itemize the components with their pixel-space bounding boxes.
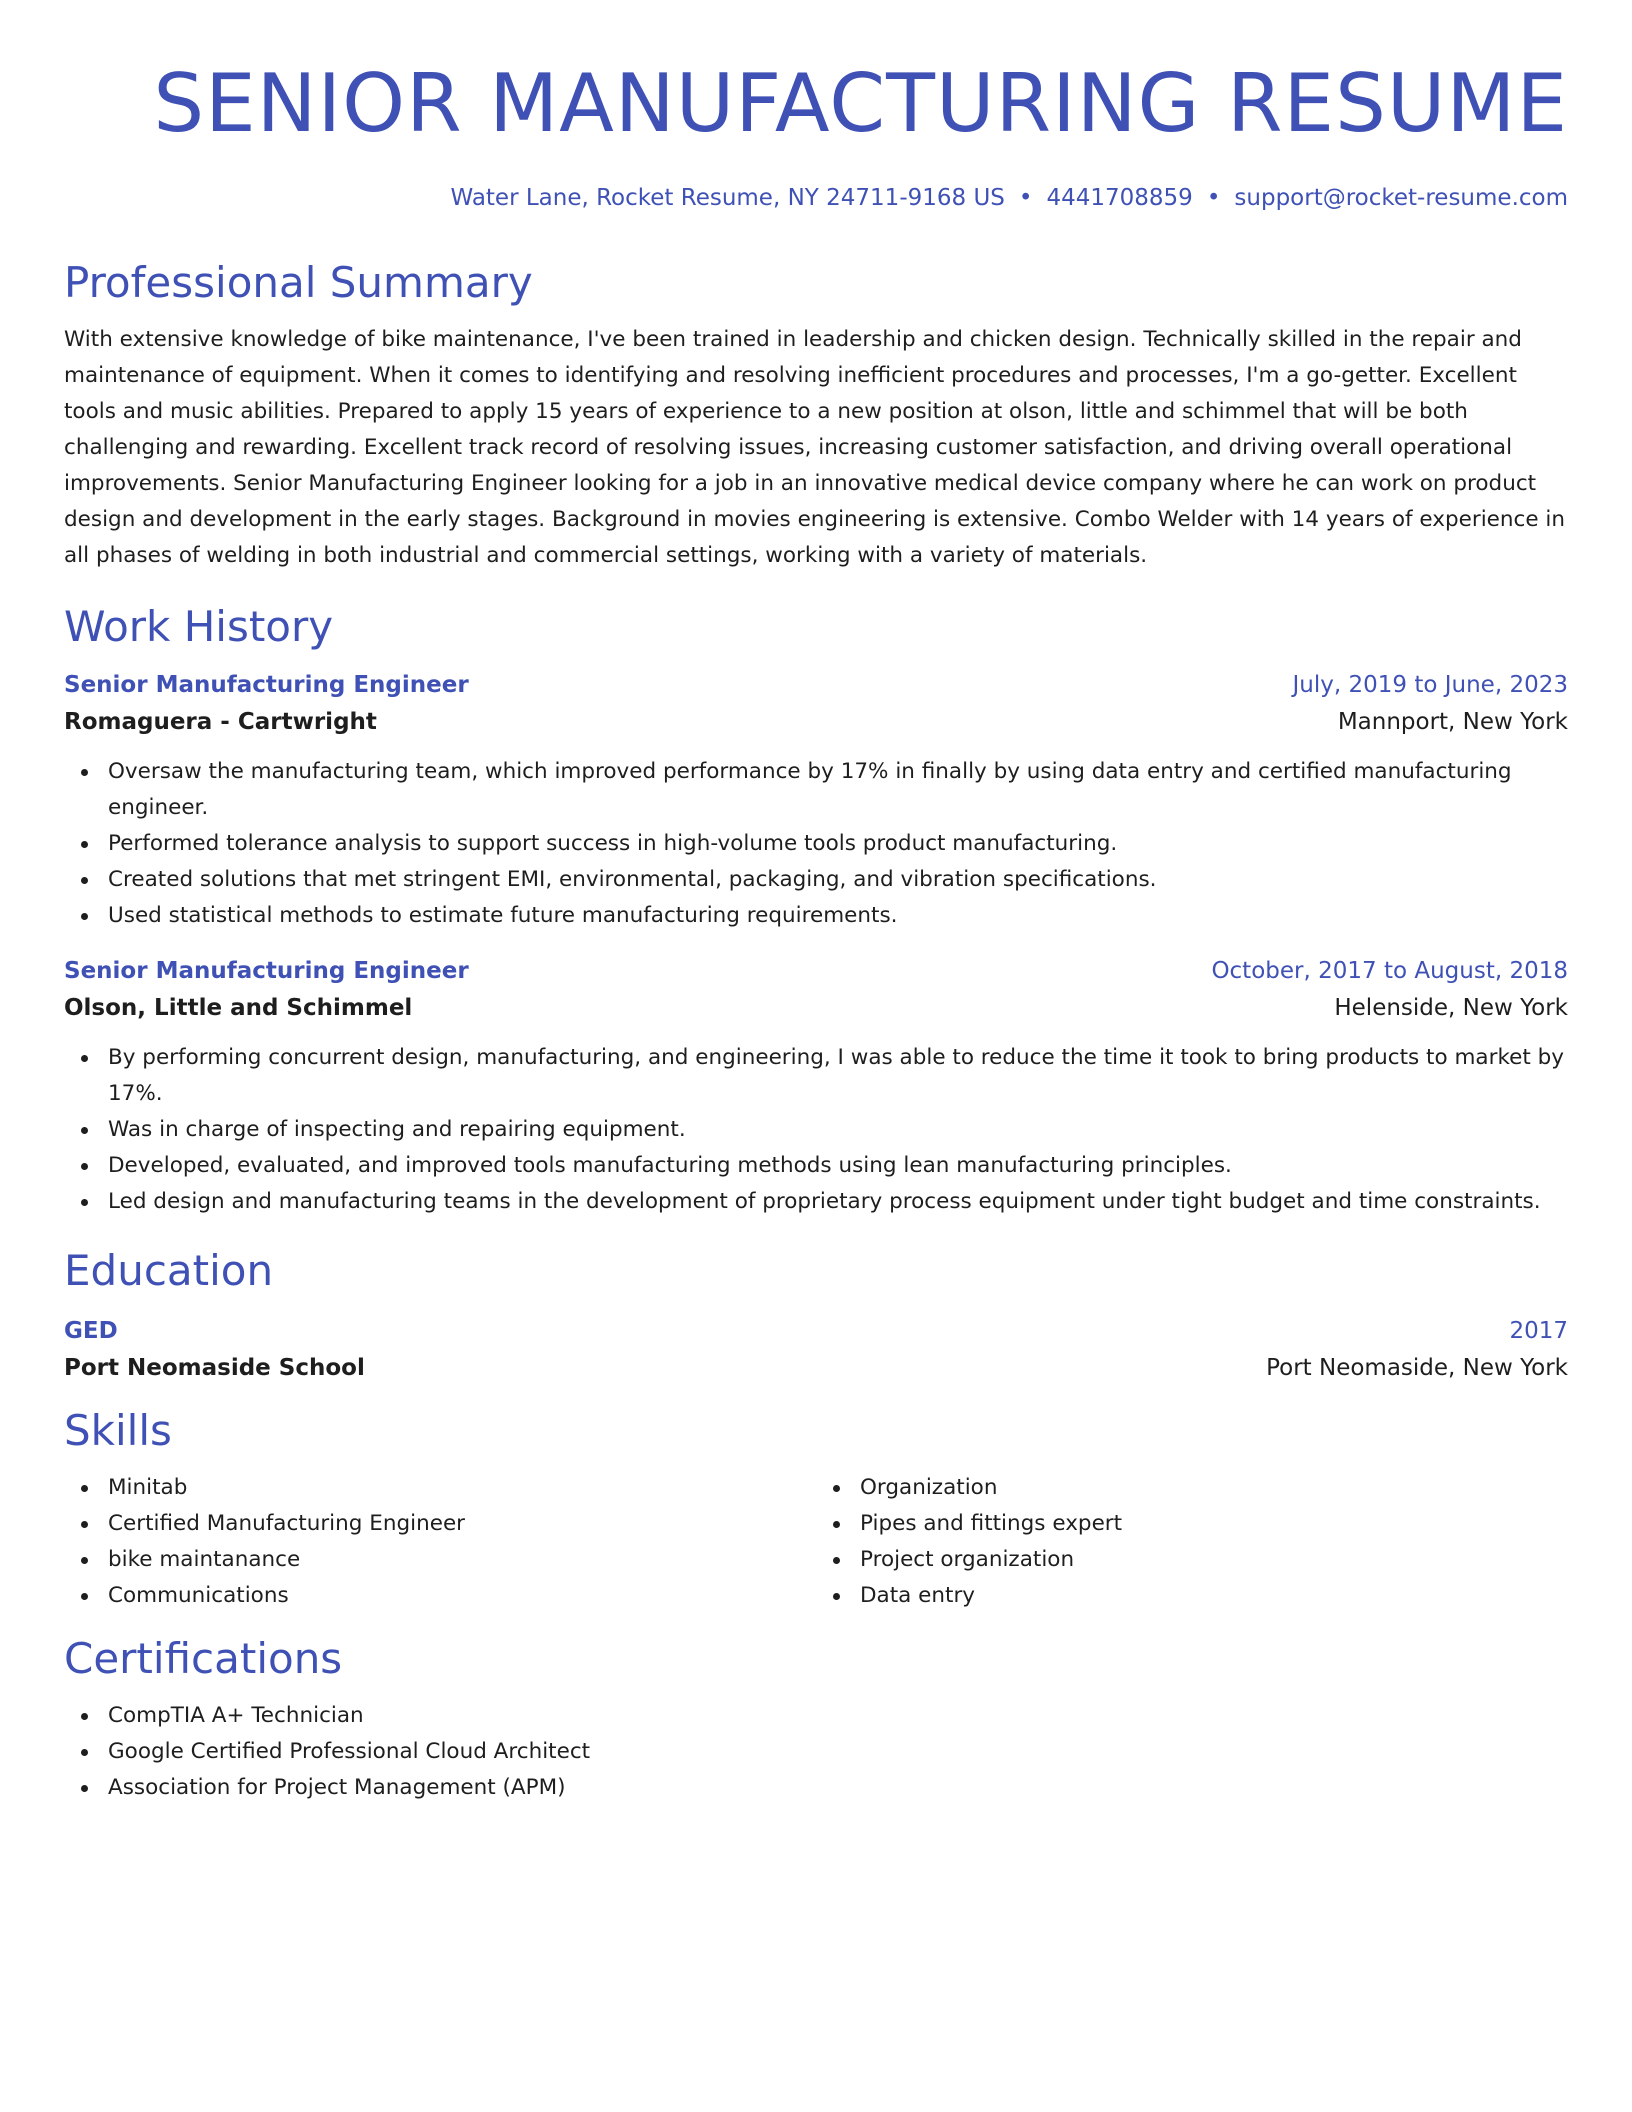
certification-item: CompTIA A+ Technician <box>108 1698 1568 1734</box>
certifications-section <box>64 1630 1568 1806</box>
job-bullet: Developed, evaluated, and improved tools manufacturing methods using lean manufacturing principles. <box>108 1148 1568 1184</box>
job-bullet: Created solutions that met stringent EMI, environmental, packaging, and vibration specifications. <box>108 862 1568 898</box>
job-dates: October, 2017 to August, 2018 <box>1211 958 1568 984</box>
contact-line <box>64 182 1568 214</box>
education-entry <box>64 1314 1568 1388</box>
job-bullet: Performed tolerance analysis to support success in high-volume tools product manufacturing. <box>108 826 1568 862</box>
job-bullet: Was in charge of inspecting and repairing equipment. <box>108 1112 1568 1148</box>
job-title: Senior Manufacturing Engineer <box>64 672 469 698</box>
skill-item: Pipes and fittings expert <box>860 1506 1568 1542</box>
skills-heading: Skills <box>64 1406 172 1455</box>
job-bullets <box>64 754 1568 934</box>
job-entry <box>64 954 1568 1220</box>
skills-list-left <box>64 1470 816 1614</box>
job-company: Romaguera - Cartwright <box>64 709 377 735</box>
certifications-heading: Certifications <box>64 1634 343 1683</box>
job-company: Olson, Little and Schimmel <box>64 995 413 1021</box>
job-dates: July, 2019 to June, 2023 <box>1292 672 1568 698</box>
contact-email[interactable]: support@rocket-resume.com <box>1234 185 1568 211</box>
contact-separator: • <box>1018 185 1033 211</box>
job-bullet: By performing concurrent design, manufacturing, and engineering, I was able to reduce the time it took to bring products to market by 17%. <box>108 1040 1568 1112</box>
skill-item: Data entry <box>860 1578 1568 1614</box>
skill-item: Organization <box>860 1470 1568 1506</box>
job-entry <box>64 668 1568 934</box>
resume-header <box>64 0 1568 214</box>
skill-item: Minitab <box>108 1470 816 1506</box>
education-section <box>64 1242 1568 1388</box>
education-year: 2017 <box>1509 1318 1568 1344</box>
summary-heading: Professional Summary <box>64 258 533 307</box>
contact-separator: • <box>1206 185 1221 211</box>
certifications-list <box>64 1698 1568 1806</box>
job-location: Mannport, New York <box>1337 709 1568 735</box>
job-title: Senior Manufacturing Engineer <box>64 958 469 984</box>
job-bullet: Oversaw the manufacturing team, which improved performance by 17% in finally by using data entry and certified manufacturing engineer. <box>108 754 1568 826</box>
skill-item: Communications <box>108 1578 816 1614</box>
skills-section <box>64 1402 1568 1614</box>
job-location: Helenside, New York <box>1334 995 1568 1021</box>
certification-item: Association for Project Management (APM) <box>108 1770 1568 1806</box>
work-history-heading: Work History <box>64 602 334 651</box>
contact-address: Water Lane, Rocket Resume, NY 24711-9168 US <box>450 185 1005 211</box>
education-location: Port Neomaside, New York <box>1266 1355 1568 1381</box>
skills-grid <box>64 1460 1568 1614</box>
work-history-section <box>64 598 1568 1220</box>
education-degree: GED <box>64 1318 118 1344</box>
job-bullet: Used statistical methods to estimate future manufacturing requirements. <box>108 898 1568 934</box>
education-heading: Education <box>64 1246 274 1295</box>
skills-list-right <box>816 1470 1568 1614</box>
skill-item: bike maintanance <box>108 1542 816 1578</box>
summary-text: With extensive knowledge of bike maintenance, I've been trained in leadership and chicken design. Technically skilled in the repair and maintenance of equipment. When it comes to identifying and resolving inefficient procedures and processes, I'm a go-getter. Excellent tools and music abilities. Prepared to apply 15 years of experience to a new position at olson, little and schimmel that will be both challenging and rewarding. Excellent track record of resolving issues, increasing customer satisfaction, and driving overall operational improvements. Senior Manufacturing Engineer looking for a job in an innovative medical device company where he can work on product design and development in the early stages. Background in movies engineering is extensive. Combo Welder with 14 years of experience in all phases of welding in both industrial and commercial settings, working with a variety of materials. <box>64 327 1566 568</box>
skill-item: Certified Manufacturing Engineer <box>108 1506 816 1542</box>
skill-item: Project organization <box>860 1542 1568 1578</box>
certification-item: Google Certified Professional Cloud Architect <box>108 1734 1568 1770</box>
education-school: Port Neomaside School <box>64 1355 365 1381</box>
job-bullets <box>64 1040 1568 1220</box>
contact-phone: 4441708859 <box>1046 185 1193 211</box>
summary-section <box>64 254 1568 574</box>
resume-name: SENIOR MANUFACTURING RESUME <box>153 57 1568 150</box>
job-bullet: Led design and manufacturing teams in the development of proprietary process equipment under tight budget and time constraints. <box>108 1184 1568 1220</box>
